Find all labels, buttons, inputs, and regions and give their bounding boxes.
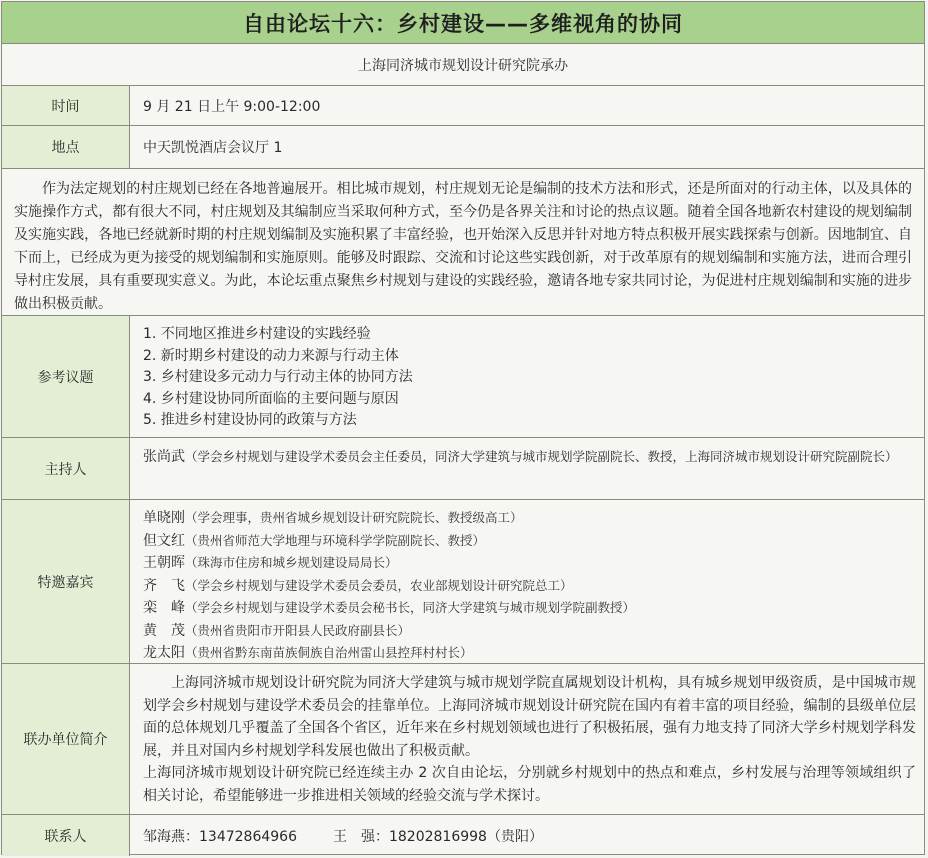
moderator-label: 主持人 <box>2 438 130 499</box>
guest-item <box>143 597 916 620</box>
guest-name: 王朝晖 <box>143 555 185 571</box>
co-organizer-text <box>143 672 916 807</box>
topic-item: 1. 不同地区推进乡村建设的实践经验 <box>143 326 371 342</box>
topics-row <box>2 316 924 438</box>
contact-label: 联系人 <box>2 815 130 856</box>
guest-name: 齐 飞 <box>143 577 185 594</box>
moderator-name: 张尚武 <box>143 449 185 465</box>
topics-content <box>143 316 916 437</box>
topic-item: 3. 乡村建设多元动力与行动主体的协同方法 <box>143 369 413 385</box>
moderator-row <box>2 438 924 500</box>
guest-name: 黄 茂 <box>143 622 185 639</box>
co-organizer-content <box>143 664 916 814</box>
guest-name: 但文红 <box>143 532 185 549</box>
guest-desc: （贵州省黔东南苗族侗族自治州雷山县控拜村村长） <box>185 645 473 660</box>
place-row <box>2 126 924 169</box>
guest-desc: （贵州省贵阳市开阳县人民政府副县长） <box>185 622 411 638</box>
guest-name: 栾 峰 <box>143 600 185 616</box>
guests-content <box>143 500 916 663</box>
place-value: 中天凯悦酒店会议厅 1 <box>143 140 283 156</box>
intro-row <box>2 169 924 316</box>
time-label: 时间 <box>2 86 130 125</box>
guest-item <box>143 642 916 665</box>
forum-title: 自由论坛十六：乡村建设——多维视角的协同 <box>243 11 683 36</box>
topic-item: 4. 乡村建设协同所面临的主要问题与原因 <box>143 390 399 407</box>
topics-label: 参考议题 <box>2 316 130 437</box>
time-row <box>2 86 924 126</box>
topic-item: 2. 新时期乡村建设的动力来源与行动主体 <box>143 347 399 364</box>
guests-label: 特邀嘉宾 <box>2 500 130 663</box>
guest-name: 单晓刚 <box>143 510 185 526</box>
guest-desc: （学会理事，贵州省城乡规划设计研究院院长、教授级高工） <box>185 510 523 525</box>
topics-list <box>143 324 413 432</box>
moderator-content <box>143 438 916 499</box>
contact-row <box>2 815 924 856</box>
time-value: 9 月 21 日上午 9:00-12:00 <box>143 98 321 115</box>
host-org: 上海同济城市规划设计研究院承办 <box>358 57 568 74</box>
guest-item <box>143 575 916 598</box>
host-org-row <box>2 44 924 86</box>
co-organizer-paragraph: 上海同济城市规划设计研究院已经连续主办 2 次自由论坛，分别就乡村规划中的热点和难点，乡村发展与治理等领域组织了相关讨论，希望能够进一步推进相关领域的经验交流与学术探讨。 <box>143 765 916 804</box>
co-organizer-paragraph: 上海同济城市规划设计研究院为同济大学建筑与城市规划学院直属规划设计机构，具有城乡规划甲级资质，是中国城市规划学会乡村规划与建设学术委员会的挂靠单位。上海同济城市规划设计研究院在国内有着丰富的项目经验，编制的县级单位层面的总体规划几乎覆盖了全国各个省区，近年来在乡村规划领域也进行了积极拓展，强有力地支持了同济大学乡村规划学科发展，并且对国内乡村规划学科发展也做出了积极贡献。 <box>143 675 916 759</box>
topic-item: 5. 推进乡村建设协同的政策与方法 <box>143 412 357 428</box>
guests-list <box>143 507 916 665</box>
contact-2: 王 强：18202816998（贵阳） <box>332 828 543 845</box>
guest-desc: （学会乡村规划与建设学术委员会秘书长，同济大学建筑与城市规划学院副教授） <box>185 600 636 615</box>
intro-paragraph: 作为法定规划的村庄规划已经在各地普遍展开。相比城市规划，村庄规划无论是编制的技术方法和形式，还是所面对的行动主体，以及具体的实施操作方式，都有很大不同，村庄规划及其编制应当采取何种方式，至今仍是各界关注和讨论的热点议题。随着全国各地新农村建设的规划编制及实施实践，各地已经就新时期的村庄规划编制及实施积累了丰富经验，也开始深入反思并针对地方特点积极开展实践探索与创新。因地制宜、自下而上，已经成为更为接受的规划编制和实施原则。能够及时跟踪、交流和讨论这些实践创新，对于改革原有的规划编制和实施方法，进而合理引导村庄发展，具有重要现实意义。为此，本论坛重点聚焦乡村规划与建设的实践经验，邀请各地专家共同讨论，为促进村庄规划编制和实施的进步做出积极贡献。 <box>14 181 912 312</box>
co-organizer-row <box>2 664 924 815</box>
place-label: 地点 <box>2 126 130 168</box>
contact-content <box>143 815 916 856</box>
guest-desc: （学会乡村规划与建设学术委员会委员，农业部规划设计研究院总工） <box>185 577 573 593</box>
moderator-entry <box>143 446 916 468</box>
guest-item <box>143 507 916 530</box>
guest-desc: （珠海市住房和城乡规划建设局局长） <box>185 555 398 570</box>
forum-info-table <box>1 1 925 855</box>
guest-item <box>143 530 916 553</box>
contact-1: 邹海燕：13472864966 <box>143 828 297 845</box>
moderator-desc: （学会乡村规划与建设学术委员会主任委员，同济大学建筑与城市规划学院副院长、教授，上海同济城市规划设计研究院副院长） <box>185 449 898 464</box>
guest-item <box>143 620 916 643</box>
guest-desc: （贵州省师范大学地理与环境科学学院副院长、教授） <box>185 532 486 548</box>
title-row <box>2 2 924 44</box>
guests-row <box>2 500 924 664</box>
guest-name: 龙太阳 <box>143 645 185 661</box>
guest-item <box>143 552 916 575</box>
co-organizer-label: 联办单位简介 <box>2 664 130 814</box>
